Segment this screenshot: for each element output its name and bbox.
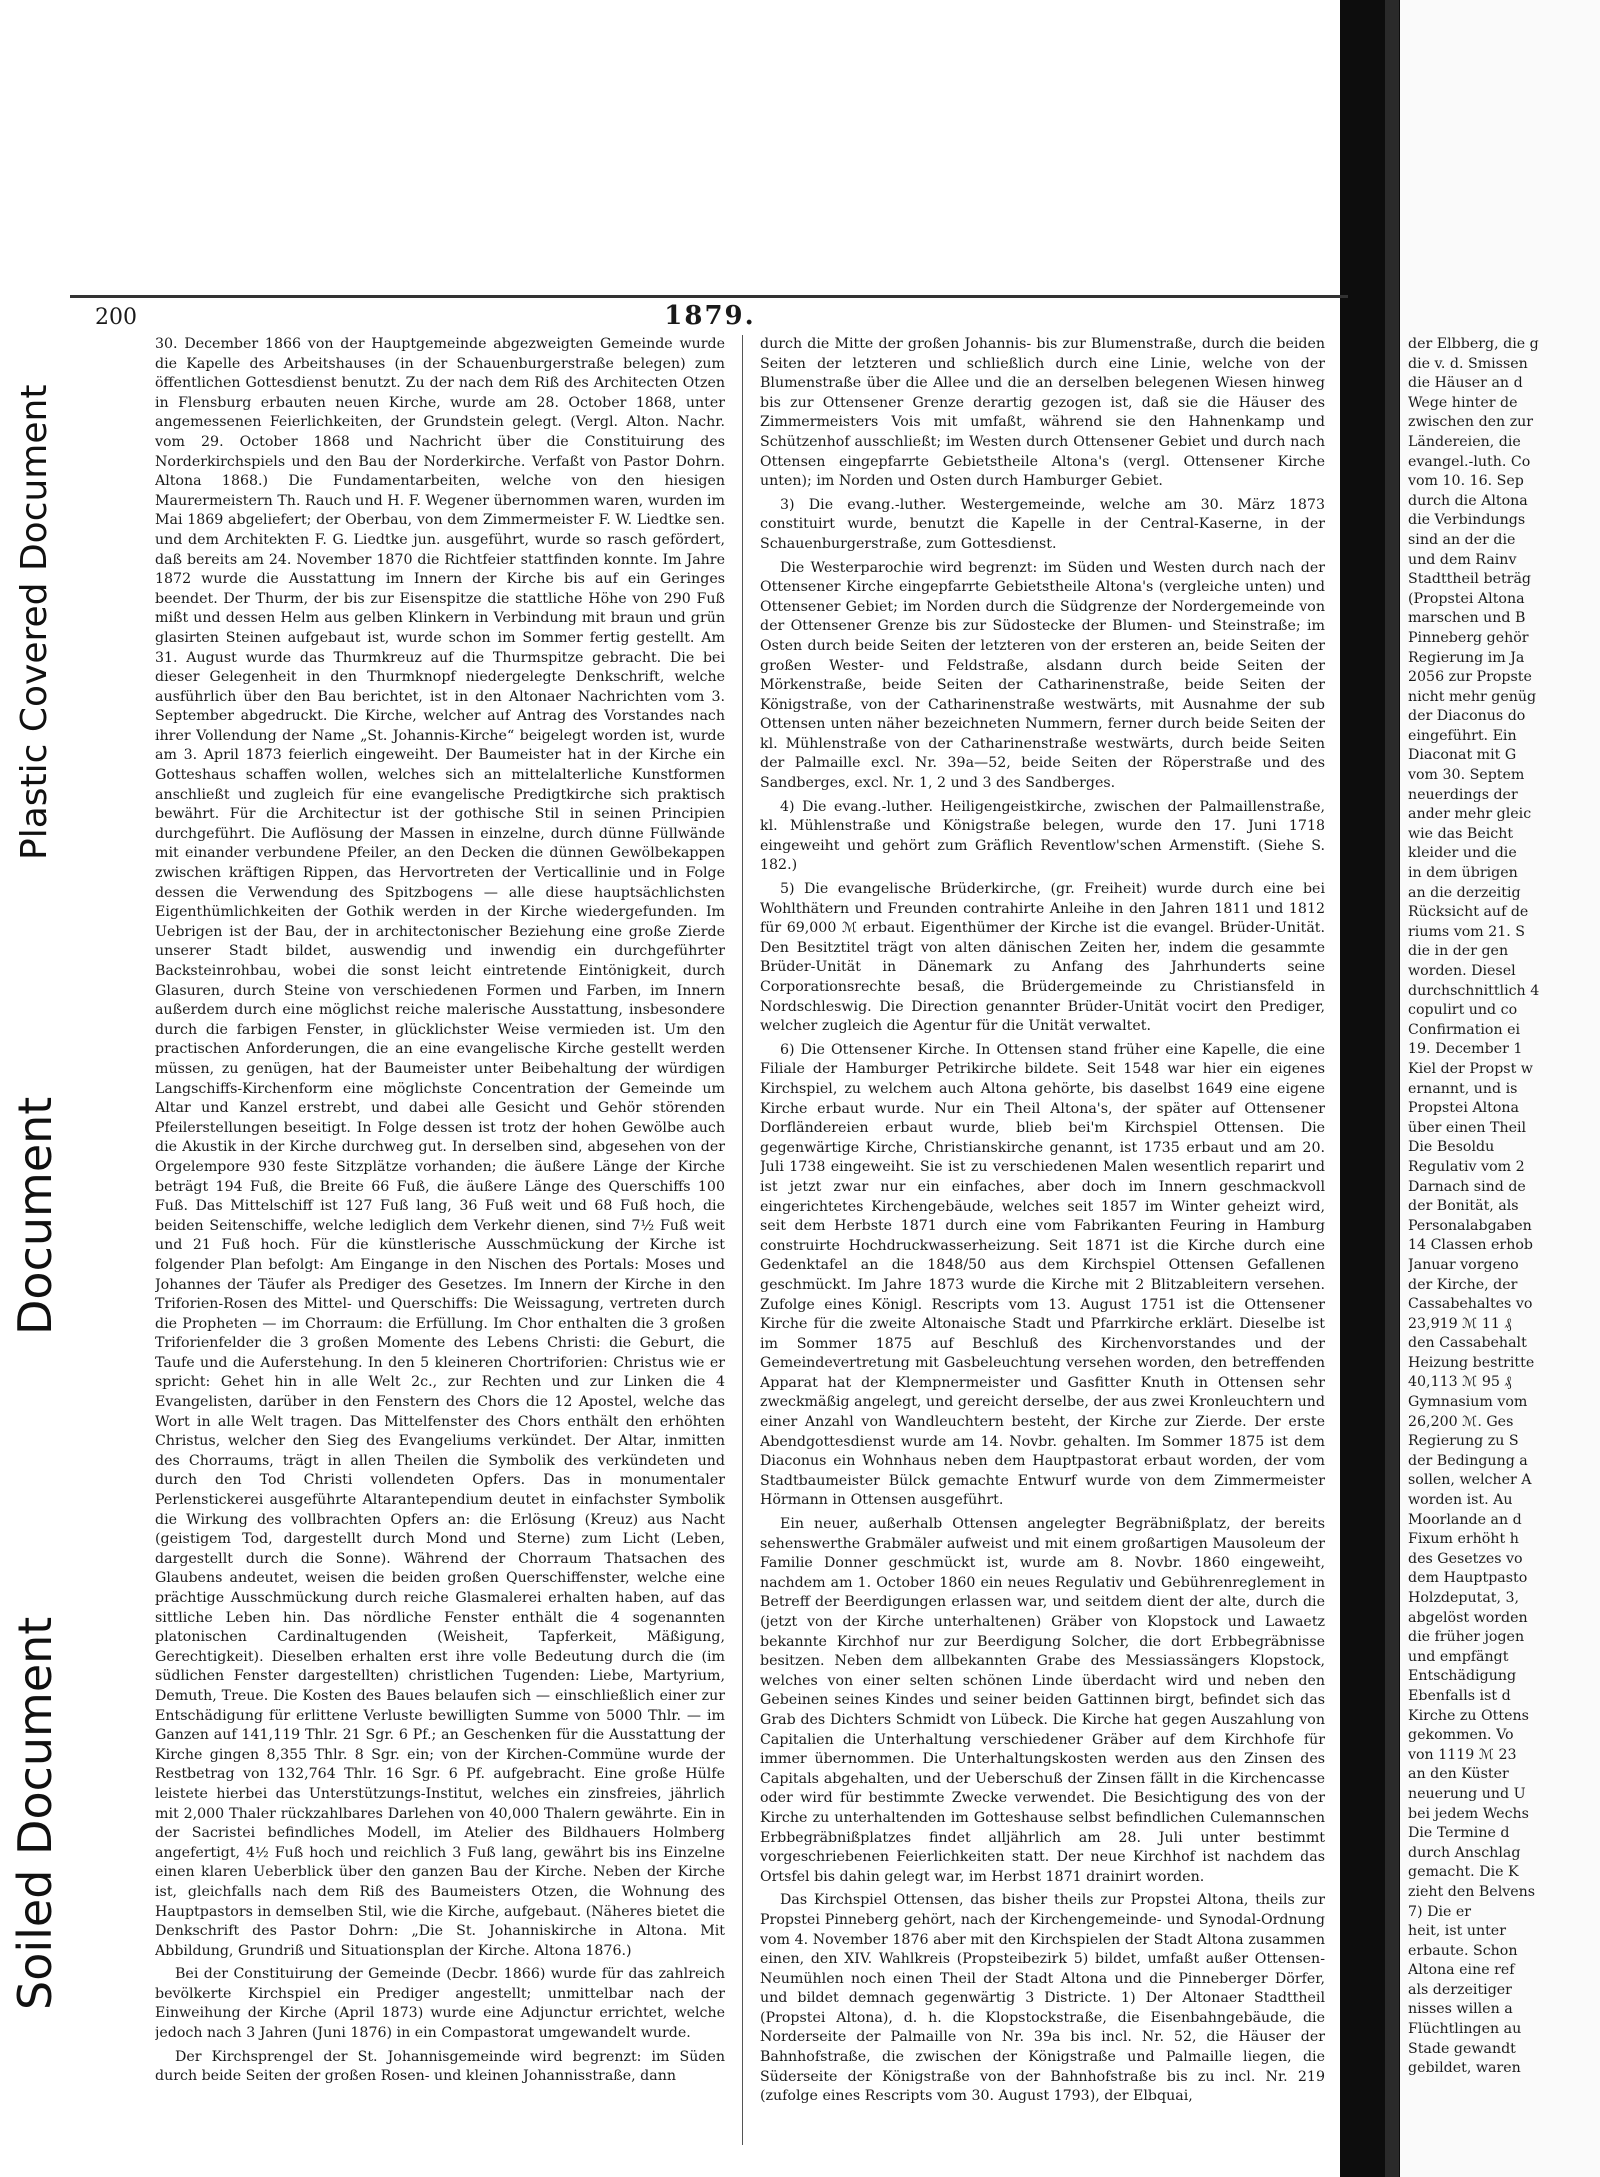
- facing-page-line: durchschnittlich 4: [1408, 982, 1540, 999]
- facing-page-line: Personalabgaben: [1408, 1217, 1532, 1234]
- facing-page-line: an den Küster: [1408, 1766, 1509, 1783]
- right-text-column: [760, 335, 1325, 2150]
- facing-page-line: die v. d. Smissen: [1408, 355, 1528, 372]
- facing-page-line: Kirche zu Ottens: [1408, 1707, 1529, 1724]
- facing-page-line: Stade gewandt: [1408, 2040, 1516, 2057]
- facing-page-line: Regierung im Ja: [1408, 649, 1525, 666]
- paragraph: Die Westerparochie wird begrenzt: im Süden und Westen durch nach der Ottensener Kirche eingepfarrte Gebietstheile Altona's (vergleiche unten) und Ottensener Gebiet; im Norden durch die Südgrenze der Nordergemeinde von der Ottensener Grenze bis zur Südostecke der Blumen- und Steinstraße; im Osten durch beide Seiten der letzteren von der ersteren an, beide Seiten der großen Wester- und Feldstraße, alsdann durch beide Seiten der Mörkenstraße, beide Seiten der Catharinenstraße, beide Seiten der Königstraße, von der Catharinenstraße westwärts, mit Ausnahme der sub Ottensen unten näher bezeichneten Nummern, ferner durch beide Seiten der kl. Mühlenstraße von der Catharinenstraße westwärts, durch beide Seiten der Palmaille excl. Nr. 39a—52, beide Seiten der Röperstraße und des Sandberges, excl. Nr. 1, 2 und 3 des Sandberges.: [760, 559, 1325, 792]
- side-label-soiled-document: Soiled Document: [8, 1616, 62, 2010]
- page-number: 200: [95, 305, 137, 330]
- page-year: 1879.: [664, 301, 756, 331]
- facing-page-line: den Cassabehalt: [1408, 1335, 1527, 1352]
- facing-page-line: Wege hinter de: [1408, 394, 1518, 411]
- facing-page-line: worden ist. Au: [1408, 1492, 1513, 1509]
- facing-page-line: 23,919 ℳ 11 ₰: [1408, 1315, 1512, 1332]
- facing-page-line: Januar vorgeno: [1408, 1256, 1519, 1273]
- facing-page-line: gekommen. Vo: [1408, 1727, 1514, 1744]
- paragraph-westergemeinde: 3) Die evang.-luther. Westergemeinde, welche am 30. März 1873 constituirt wurde, benutzt die Kapelle in der Central-Kaserne, in der Schauenburgerstraße, zum Gottesdienst.: [760, 496, 1325, 552]
- facing-page-line: Stadttheil beträg: [1408, 571, 1531, 588]
- facing-page-line: abgelöst worden: [1408, 1609, 1528, 1626]
- facing-page-line: nisses willen a: [1408, 2001, 1513, 2018]
- facing-page-line: worden. Diesel: [1408, 963, 1516, 979]
- facing-page-line: copulirt und co: [1408, 1002, 1518, 1019]
- facing-page-line: Propstei Altona: [1408, 1100, 1519, 1117]
- facing-page-line: bei jedem Wechs: [1408, 1805, 1529, 1822]
- facing-page-line: evangel.-luth. Co: [1408, 453, 1531, 470]
- facing-page-line: Regulativ vom 2: [1408, 1158, 1525, 1175]
- facing-page-line: sind an der die: [1408, 531, 1516, 548]
- facing-page-line: Confirmation ei: [1408, 1021, 1521, 1038]
- facing-page-line: Die Termine d: [1408, 1825, 1510, 1842]
- paragraph: Der Kirchsprengel der St. Johannisgemeinde wird begrenzt: im Süden durch beide Seiten der großen Rosen- und kleinen Johannisstraße, dann: [155, 2048, 725, 2085]
- facing-page-line: wie das Beicht: [1408, 825, 1514, 842]
- facing-page-line: gebildet, waren: [1408, 2060, 1521, 2077]
- facing-page-line: 2056 zur Propste: [1408, 669, 1532, 686]
- facing-page-line: kleider und die: [1408, 845, 1517, 862]
- facing-page-line: durch die Altona: [1408, 492, 1528, 509]
- facing-page-line: 26,200 ℳ. Ges: [1408, 1413, 1514, 1430]
- facing-page-line: Ländereien, die: [1408, 433, 1521, 450]
- facing-page-line: nicht mehr genüg: [1408, 688, 1537, 705]
- facing-page-line: eingeführt. Ein: [1408, 727, 1517, 744]
- facing-page-line: 40,113 ℳ 95 ₰: [1408, 1374, 1512, 1391]
- facing-page-line: Gymnasium vom: [1408, 1394, 1528, 1411]
- book-binding-edge: [1385, 0, 1399, 2177]
- facing-page-line: 14 Classen erhob: [1408, 1237, 1533, 1254]
- facing-page-line: Heizung bestritte: [1408, 1354, 1535, 1371]
- facing-page-line: 7) Die er: [1408, 1903, 1472, 1920]
- paragraph-heiligengeistkirche: 4) Die evang.-luther. Heiligengeistkirche, zwischen der Palmaillenstraße, kl. Mühlenstraße und Königstraße belegen, wurde den 17. Juni 1718 eingeweiht und gehört zum Gräflich Reventlow'schen Armenstift. (Siehe S. 182.): [760, 798, 1325, 874]
- facing-page-line: riums vom 21. S: [1408, 923, 1526, 940]
- facing-page-line: erbaute. Schon: [1408, 1942, 1518, 1959]
- facing-page-line: Cassabehaltes vo: [1408, 1296, 1533, 1313]
- facing-page-text-column: [1408, 335, 1600, 2150]
- facing-page-line: sollen, welcher A: [1408, 1472, 1532, 1489]
- facing-page-line: Regierung zu S: [1408, 1433, 1519, 1450]
- facing-page-line: neuerdings der: [1408, 786, 1518, 803]
- facing-page-line: von 1119 ℳ 23: [1408, 1746, 1517, 1763]
- column-divider: [742, 335, 743, 2145]
- facing-page-line: Ebenfalls ist d: [1408, 1687, 1511, 1704]
- facing-page-line: die Verbindungs: [1408, 512, 1526, 529]
- facing-page-line: der Bonität, als: [1408, 1198, 1519, 1215]
- facing-page-line: in dem übrigen: [1408, 865, 1518, 882]
- facing-page-line: zieht den Belvens: [1408, 1883, 1536, 1900]
- facing-page-line: über einen Theil: [1408, 1119, 1527, 1136]
- paragraph-ottensener-kirche: 6) Die Ottensener Kirche. In Ottensen stand früher eine Kapelle, die eine Filiale der Hamburger Petrikirche bildete. Seit 1548 war hier ein eigenes Kirchspiel, zu welchem auch Altona gehörte, bis daselbst 1649 eine eigene Kirche erbaut wurde. Nur ein Theil Altona's, der später auf Ottensener Dorfländereien erbaut wurde, blieb bei'm Kirchspiel Ottensen. Die gegenwärtige Kirche, Christianskirche genannt, ist 1735 erbaut und am 20. Juli 1738 eingeweiht. Sie ist zu verschiedenen Malen wesentlich reparirt und ist jetzt zwar nur ein einfaches, aber doch im Innern geschmackvoll eingerichtetes Kirchengebäude, welches seit 1857 im Winter geheizt wird, seit dem Herbste 1871 durch eine vom Fabrikanten Feuring in Hamburg construirte Hochdruckwasserheizung. Seit 1871 ist die Kirche durch eine Gedenktafel an die 1848/50 aus dem Kirchspiel Ottensen Gefallenen geschmückt. Im Jahre 1873 wurde die Kirche mit 2 Blitzableitern versehen. Zufolge eines Königl. Rescripts vom 13. August 1751 ist die Ottensener Kirche für die zweite Altonaische Stadt und Pfarrkirche erklärt. Dieselbe ist im Sommer 1875 auf Beschluß des Kirchenvorstandes und der Gemeindevertretung mit Gasbeleuchtung versehen worden, den betreffenden Apparat hat der Klempnermeister und Gasfitter Knuth in Ottensen sehr zweckmäßig angelegt, und gereicht derselbe, der aus zwei Kronleuchtern und einer Anzahl von Wandleuchtern besteht, der Kirche zur Zierde. Der erste Abendgottesdienst wurde am 14. Novbr. gehalten. Im Sommer 1875 ist dem Diaconus ein Wohnhaus neben dem Hauptpastorat erbaut worden, der vom Stadtbaumeister Bülck gemachte Entwurf wurde von dem Zimmermeister Hörmann in Ottensen ausgeführt.: [760, 1041, 1325, 1509]
- facing-page-line: (Propstei Altona: [1408, 590, 1525, 607]
- facing-page-line: Holzdeputat, 3,: [1408, 1590, 1520, 1606]
- facing-page-line: Diaconat mit G: [1408, 747, 1517, 764]
- facing-page-line: Fixum erhöht h: [1408, 1531, 1519, 1548]
- side-label-plastic-covered-document: Plastic Covered Document: [14, 384, 55, 860]
- facing-page-line: Darnach sind de: [1408, 1178, 1526, 1195]
- facing-page-line: Rücksicht auf de: [1408, 904, 1529, 921]
- facing-page-line: Moorlande an d: [1408, 1511, 1522, 1528]
- facing-page-line: marschen und B: [1408, 610, 1526, 627]
- facing-page-line: gemacht. Die K: [1408, 1864, 1519, 1881]
- facing-page-line: und empfängt: [1408, 1648, 1509, 1665]
- paragraph-brueder-kirche: 5) Die evangelische Brüderkirche, (gr. Freiheit) wurde durch eine bei Wohlthätern und Freunden contrahirte Anleihe in den Jahren 1811 und 1812 für 69,000 ℳ erbaut. Eigenthümer der Kirche ist die evangel. Brüder-Unität. Den Besitztitel trägt von alten dänischen Zeiten her, indem die gesammte Brüder-Unität in Dänemark zu Anfang des Jahrhunderts seine Corporationsrechte besaß, die Brüdergemeinde zu Christiansfeld in Nordschleswig. Die Direction genannter Brüder-Unität vocirt den Prediger, welcher zugleich die Agentur für die Unität verwaltet.: [760, 881, 1325, 1035]
- facing-page-line: Entschädigung: [1408, 1668, 1517, 1685]
- facing-page-line: Flüchtlingen au: [1408, 2021, 1522, 2038]
- facing-page-line: Pinneberg gehör: [1408, 629, 1529, 646]
- facing-page-line: der Elbberg, die g: [1408, 336, 1539, 352]
- facing-page-line: heit, ist unter: [1408, 1923, 1506, 1940]
- facing-page-line: Kiel der Propst w: [1408, 1060, 1533, 1077]
- facing-page-line: ander mehr gleic: [1408, 806, 1532, 823]
- paragraph: 30. December 1866 von der Hauptgemeinde abgezweigten Gemeinde wurde die Kapelle des Arbeitshauses (in der Schauenburgerstraße belegen) zum öffentlichen Gottesdienst benutzt. Zu der nach dem Riß des Architecten Otzen in Flensburg erbauten neuen Kirche, wurde am 28. October 1868, unter angemessenen Feierlichkeiten, der Grundstein gelegt. (Vergl. Alton. Nachr. vom 29. October 1868 und Nachricht über die Constituirung des Norderkirchspiels und den Bau der Norderkirche. Verfaßt von Pastor Dohrn. Altona 1868.) Die Fundamentarbeiten, welche von den hiesigen Maurermeistern Th. Rauch und H. F. Wegener übernommen waren, wurden im Mai 1869 abgeliefert; der Oberbau, von dem Zimmermeister F. W. Liedtke sen. und dem Architekten F. G. Liedtke jun. ausgeführt, wurde so rasch gefördert, daß bereits am 24. November 1870 die Richtfeier stattfinden konnte. Im Jahre 1872 wurde die Ausstattung im Innern der Kirche bis auf ein Geringes beendet. Der Thurm, der bis zur Eisenspitze die stattliche Höhe von 290 Fuß mißt und dessen Helm aus gelben Klinkern in Verbindung mit braun und grün glasirten Steinen aufgebaut ist, wurde schon im Sommer fertig gestellt. Am 31. August wurde das Thurmkreuz auf die Thurmspitze gebracht. Die bei dieser Gelegenheit in den Thurmknopf niedergelegte Denkschrift, welche ausführlich über den Bau berichtet, ist in den Altonaer Nachrichten vom 3. September abgedruckt. Die Kirche, welcher auf Antrag des Vorstandes nach ihrer Vollendung der Name „St. Johannis-Kirche“ beigelegt worden ist, wurde am 3. April 1873 feierlich eingeweiht. Der Baumeister hat in der Kirche ein Gotteshaus schaffen wollen, welches sich an mittelalterliche Kunstformen anschließt und zugleich für eine evangelische Predigtkirche sich praktisch bewährt. Für die Architectur ist der gothische Stil in seinen Principien durchgeführt. Die Auflösung der Massen in einzelne, durch dünne Füllwände mit einander verbundene Pfeiler, an den Decken die dünnen Gewölbekappen zwischen kräftigen Rippen, das Hervortreten der Verticallinie und in Folge dessen die Verwendung des Spitzbogens — alle diese hauptsächlichsten Eigenthümlichkeiten der Gothik werden in der Kirche wiedergefunden. Im Uebrigen ist der Bau, der in architectonischer Beziehung eine große Zierde unserer Stadt bildet, auswendig und inwendig ein durchgeführter Backsteinrohbau, wobei die sonst leicht eintretende Eintönigkeit, durch Glasuren, durch Steine von verschiedenen Formen und Farben, im Innern außerdem durch eine möglichst reiche malerische Ausstattung, insbesondere durch die farbigen Fenster, in glücklichster Weise vermieden ist. Um den practischen Anforderungen, die an eine evangelische Kirche gestellt werden müssen, zu genügen, hat der Baumeister unter Beibehaltung der würdigen Langschiffs-Kirchenform eine möglichste Concentration der Gemeinde um Altar und Kanzel erstrebt, und dabei alle Gesicht und Gehör störenden Pfeilerstellungen beseitigt. In Folge dessen ist trotz der hohen Gewölbe auch die Akustik in der Kirche durchweg gut. In derselben sind, abgesehen von der Orgelempore 930 feste Sitzplätze vorhanden; die äußere Länge der Kirche beträgt 194 Fuß, die Breite 66 Fuß, die äußere Länge des Querschiffs 100 Fuß. Das Mittelschiff ist 127 Fuß lang, 36 Fuß weit und 68 Fuß hoch, die beiden Seitenschiffe, welche lediglich dem Verkehr dienen, sind 7½ Fuß weit und 21 Fuß hoch. Für die künstlerische Ausschmückung der Kirche ist folgender Plan befolgt: Am Eingange in den Nischen des Portals: Moses und Johannes der Täufer als Prediger des Gesetzes. Im Innern der Kirche in den Triforien-Rosen des Mittel- und Querschiffs: Die Weissagung, vertreten durch die Propheten — im Chorraum: die Erfüllung. Im Chor enthalten die 3 großen Triforienfelder die 3 großen Momente des Lebens Christi: die Geburt, die Taufe und die Auferstehung. In den 5 kleineren Chortriforien: Christus wie er spricht: Gehet hin in alle Welt 2c., zur Rechten und zur Linken die 4 Evangelisten, darüber in den Fenstern des Chors die 12 Apostel, welche das Wort in alle Welt tragen. Das Mittelfenster des Chors enthält den erhöhten Christus, welcher den Sieg des Evangeliums verkündet. Der Altar, inmitten des Chorraums, trägt in allen Theilen die Symbolik des verkündeten und durch den Tod Christi vollendeten Opfers. Das in monumentaler Perlenstickerei ausgeführte Altarantependium deutet in einfachster Symbolik die Wirkung des vollbrachten Opfers an: die Erlösung (Kreuz) aus Nacht (geistigem Tod, dargestellt durch Mond und Sterne) zum Licht (Leben, dargestellt durch die Sonne). Während der Chorraum Thatsachen des Glaubens andeutet, weisen die beiden großen Querschiffenster, welche eine prächtige Ausschmückung durch reiche Glasmalerei erhalten haben, auf das sittliche Leben hin. Das nördliche Fenster enthält die 4 sogenannten platonischen Cardinaltugenden (Weisheit, Tapferkeit, Mäßigung, Gerechtigkeit). Dieselben erhalten erst ihre volle Bedeutung durch die (im südlichen Fenster dargestellten) christlichen Tugenden: Liebe, Martyrium, Demuth, Treue. Die Kosten des Baues belaufen sich — einschließlich einer zur Entschädigung für erlittene Verluste bewilligten Summe von 5000 Thlr. — im Ganzen auf 141,119 Thlr. 21 Sgr. 6 Pf.; an Geschenken für die Ausstattung der Kirche gingen 8,355 Thlr. 8 Sgr. ein; von der Kirchen-Commüne wurde der Restbetrag von 132,764 Thlr. 16 Sgr. 6 Pf. aufgebracht. Eine große Hülfe leistete hierbei das Unterstützungs-Institut, welches ein zinsfreies, jährlich mit 2,000 Thaler rückzahlbares Darlehen von 40,000 Thalern gewährte. Ein in der Sacristei befindliches Modell, im Atelier des Bildhauers Holmberg angefertigt, 4½ Fuß hoch und reichlich 3 Fuß lang, gewährt bis ins Einzelne einen klaren Ueberblick über den ganzen Bau der Kirche. Neben der Kirche ist, gleichfalls nach dem Riß des Baumeisters Otzen, die Wohnung des Hauptpastors in demselben Stil, wie die Kirche, aufgebaut. (Näheres bietet die Denkschrift des Pastor Dohrn: „Die St. Johanniskirche in Altona. Mit Abbildung, Grundriß und Situationsplan der Kirche. Altona 1876.): [155, 336, 725, 1959]
- facing-page-line: Die Besoldu: [1408, 1139, 1495, 1156]
- paragraph: Das Kirchspiel Ottensen, das bisher theils zur Propstei Altona, theils zur Propstei Pinneberg gehört, nach der Kirchengemeinde- und Synodal-Ordnung vom 4. November 1876 aber mit den Kirchspielen der Stadt Altona zusammen einen, den XIV. Wahlkreis (Propsteibezirk 5) bildet, umfaßt außer Ottensen-Neumühlen noch einen Theil der Stadt Altona und die Pinneberger Dörfer, und bildet demnach gegenwärtig 3 Districte. 1) Der Altonaer Stadttheil (Propstei Altona), d. h. die Klopstockstraße, die Eisenbahngebäude, die Norderseite der Palmaille von Nr. 39a bis incl. Nr. 52, die Häuser der Bahnhofstraße, die zwischen der Königstraße und Palmaille liegen, die Süderseite der Königstraße von der Bahnhofstraße bis zu incl. Nr. 219 (zufolge eines Rescripts vom 30. August 1793), der Elbquai,: [760, 1892, 1325, 2105]
- facing-page-line: zwischen den zur: [1408, 414, 1534, 431]
- facing-page-line: dem Hauptpasto: [1408, 1570, 1528, 1587]
- side-label-document: Document: [8, 1096, 62, 1335]
- facing-page-line: ernannt, und is: [1408, 1080, 1518, 1097]
- facing-page-line: des Gesetzes vo: [1408, 1550, 1523, 1567]
- facing-page-line: der Bedingung a: [1408, 1452, 1528, 1469]
- paragraph: Bei der Constituirung der Gemeinde (Decbr. 1866) wurde für das zahlreich bevölkerte Kirchspiel ein Prediger angestellt; unmittelbar nach der Einweihung der Kirche (April 1873) wurde eine Adjunctur errichtet, welche jedoch nach 3 Jahren (Juni 1876) in ein Compastorat umgewandelt wurde.: [155, 1966, 725, 2042]
- facing-page-line: als derzeitiger: [1408, 1981, 1512, 1998]
- page-header: [95, 301, 1325, 335]
- facing-page-line: durch Anschlag: [1408, 1844, 1521, 1861]
- facing-page-line: der Kirche, der: [1408, 1276, 1518, 1293]
- facing-page-line: der Diaconus do: [1408, 708, 1526, 725]
- facing-page-line: vom 30. Septem: [1408, 767, 1525, 784]
- facing-page-line: an die derzeitig: [1408, 884, 1521, 901]
- facing-page-line: die in der gen: [1408, 943, 1509, 960]
- paragraph: durch die Mitte der großen Johannis- bis zur Blumenstraße, durch die beiden Seiten der letzteren und schließlich durch eine Linie, welche von der Blumenstraße über die Allee und die an derselben belegenen Wiesen hinweg bis zur Ottensener Grenze derartig gezogen ist, daß sie die Häuser des Zimmermeisters Vois mit umfaßt, während sie den Hahnenkamp und Schützenhof ausschließt; im Westen durch Ottensener Gebiet und durch nach Ottensen eingepfarrte Gebietstheile Altona's (vergl. Ottensener Kirche unten); im Norden und Osten durch Hamburger Gebiet.: [760, 336, 1325, 490]
- left-text-column: [155, 335, 725, 2150]
- facing-page-line: Altona eine ref: [1408, 1962, 1515, 1979]
- facing-page-line: und dem Rainv: [1408, 551, 1517, 568]
- paragraph: Ein neuer, außerhalb Ottensen angelegter Begräbnißplatz, der bereits sehenswerthe Grabmäler aufweist und mit einem großartigen Mausoleum der Familie Donner geschmückt ist, wurde am 8. Novbr. 1860 eingeweiht, nachdem am 1. October 1860 ein neues Regulativ und Gebührenreglement in Betreff der Beerdigungen erlassen war, und seitdem dient der alte, durch die (jetzt von der Kirche unterhaltenen) Gräber von Klopstock und Lawaetz bekannte Kirchhof nur zur Beerdigung Solcher, die dort Erbbegräbnisse besitzen. Neben dem allbekannten Grabe des Messiassängers Klopstock, welches von einer selten schönen Linde überdacht wird und neben den Gebeinen seines Kindes und seiner beiden Gattinnen birgt, befindet sich das Grab des Dichters Schmidt von Lübeck. Die Kirche hat gegen Auszahlung von Capitalien die Unterhaltung verschiedener Gräber auf dem Kirchhofe für immer übernommen. Die Unterhaltungskosten werden aus den Zinsen des Capitals abgehalten, und der Ueberschuß der Zinsen fällt in die Kirchencasse oder wird für bestimmte Zwecke verwendet. Die Besichtigung des von der Kirche zu unterhaltenden im Gotteshause selbst befindlichen Culemannschen Erbbegräbnißplatzes findet alljährlich am 28. Juli unter bestimmt vorgeschriebenen Feierlichkeiten statt. Der neue Kirchhof ist nachdem das Ortsfel bis dahin gelegt war, im Herbst 1871 drainirt worden.: [760, 1516, 1325, 1885]
- facing-page-line: die früher jogen: [1408, 1629, 1525, 1646]
- facing-page-line: neuerung und U: [1408, 1785, 1526, 1802]
- facing-page-line: vom 10. 16. Sep: [1408, 473, 1524, 490]
- facing-page-line: die Häuser an d: [1408, 375, 1523, 392]
- facing-page-line: 19. December 1: [1408, 1041, 1523, 1058]
